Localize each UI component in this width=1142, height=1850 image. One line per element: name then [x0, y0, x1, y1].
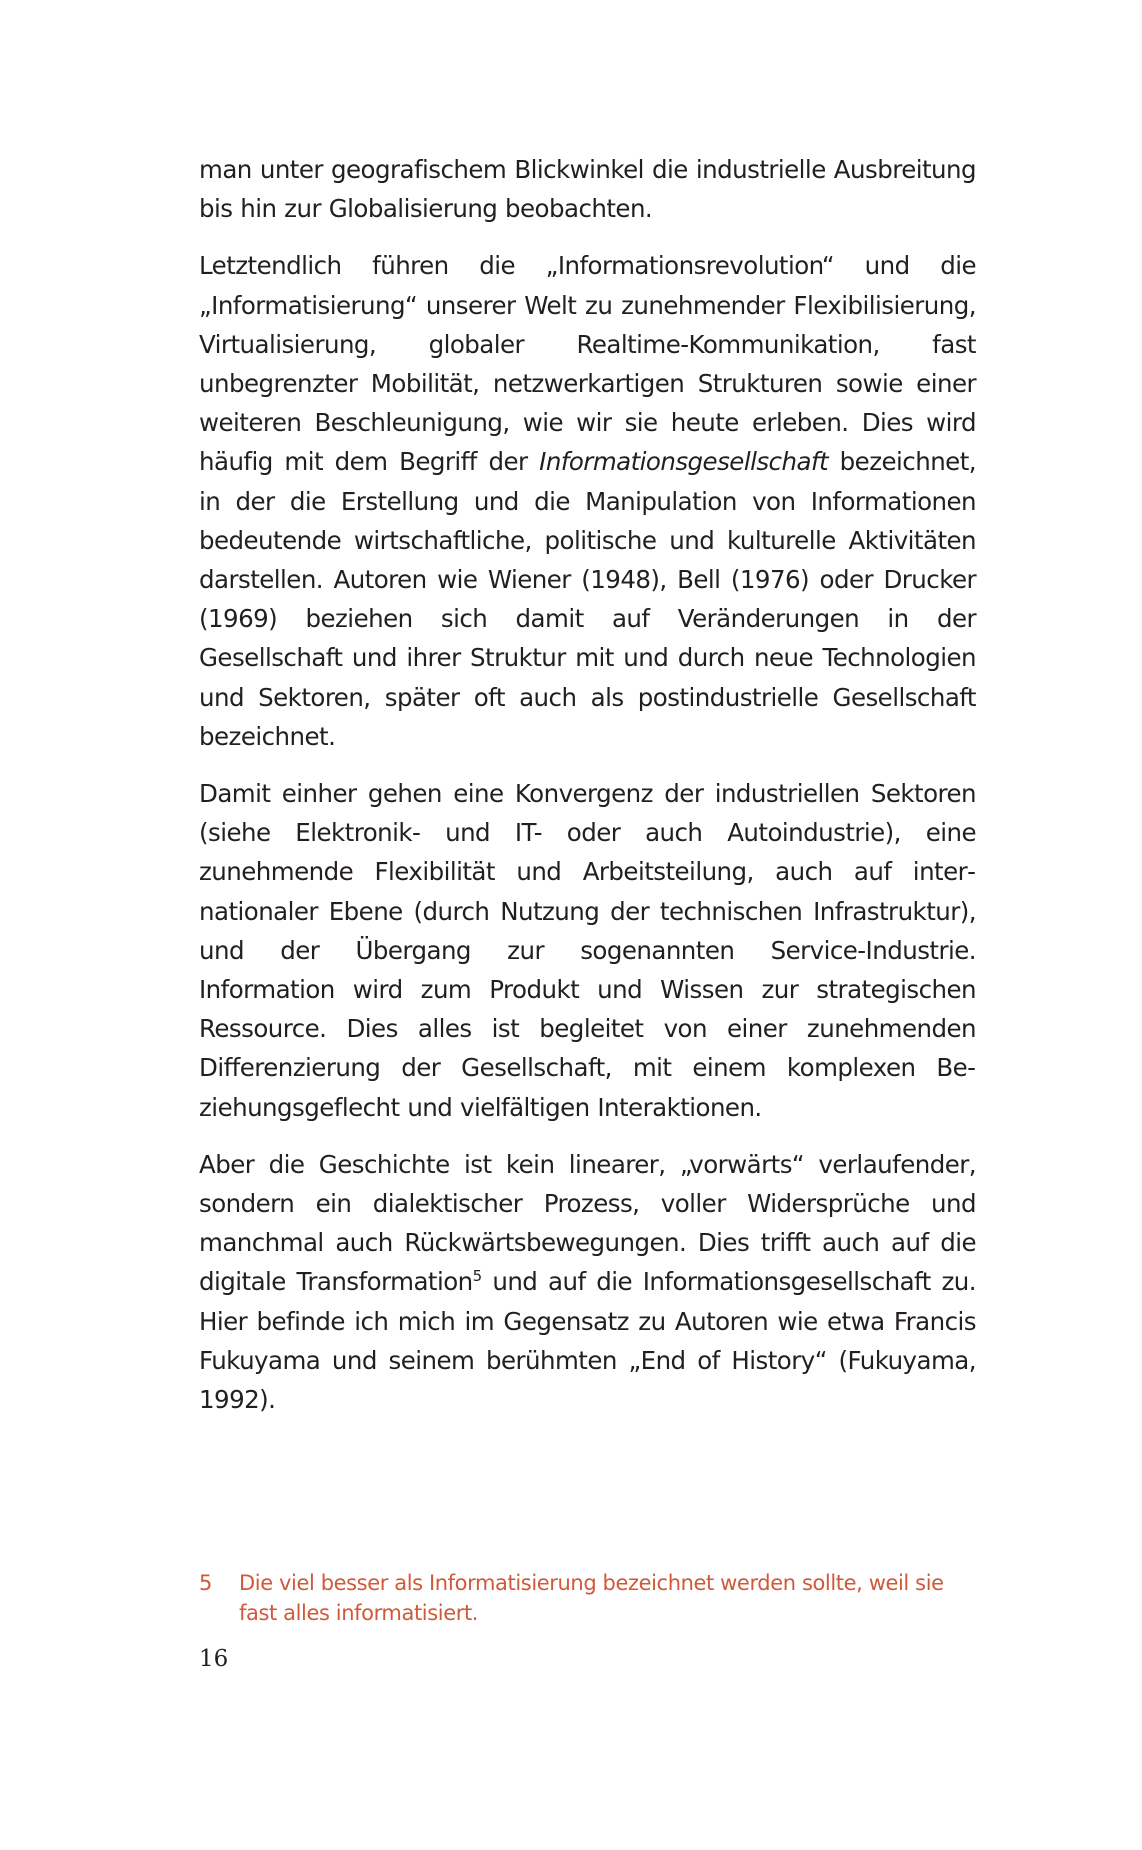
footnote-reference: 5 — [472, 1267, 482, 1286]
page-number: 16 — [199, 1646, 229, 1672]
paragraph-3: Damit einher gehen eine Konvergenz der industriellen Sektoren (siehe Elektronik- und IT- oder auch Autoindustrie), eine zunehmende Flexibilität und Arbeitsteilung, auch auf internationaler Ebene (durch Nutzung der technischen Infrastruktur), und der Übergang zur sogenannten Service-Industrie. Information wird zum Produkt und Wissen zur strategischen Ressource. Dies alles ist begleitet von einer zunehmenden Differenzierung der Gesellschaft, mit einem komplexen Beziehungsgeflecht und vielfältigen Interaktionen. — [199, 779, 976, 1122]
footnote-number: 5 — [199, 1571, 212, 1595]
page-body — [199, 150, 976, 1437]
paragraph-4-start: Aber die Geschichte ist kein linearer, „vorwärts“ verlaufender, sondern ein dialektischer Prozess, voller Widersprüche und manchmal auch Rückwärtsbewegungen. Dies trifft auch auf die digitale Transformation — [199, 1149, 976, 1297]
paragraph-2-end: bezeichnet, in der die Erstellung und die Manipulation von Informationen bedeutende wirtschaftliche, politische und kulturelle Aktivitäten darstellen. Autoren wie Wiener (1948), Bell (1976) oder Drucker (1969) beziehen sich damit auf Veränderungen in der Gesellschaft und ihrer Struktur mit und durch neue Technologien und Sektoren, später oft auch als postindustrielle Gesellschaft bezeichnet. — [199, 447, 976, 751]
footnote-text: Die viel besser als Informatisierung bezeichnet werden sollte, weil sie fast alles informatisiert. — [239, 1571, 944, 1625]
paragraph-4-end: und auf die Informationsgesellschaft zu. Hier befinde ich mich im Gegensatz zu Autoren wie etwa Francis Fukuyama und seinem berühmten „End of History“ (Fukuyama, 1992). — [199, 1267, 976, 1415]
paragraph-2-start: Letztendlich führen die „Informationsrevolution“ und die „Informatisierung“ unserer Welt zu zunehmender Flexibilisierung, Virtualisierung, globaler Realtime-Kommunikation, fast unbegrenzter Mobilität, netzwerkartigen Strukturen sowie einer weiteren Beschleunigung, wie wir sie heute erleben. Dies wird häufig mit dem Begriff der — [199, 251, 976, 477]
term-informationsgesellschaft: Informationsgesellschaft — [539, 447, 829, 477]
footnote — [199, 1568, 976, 1628]
paragraph-4 — [199, 1145, 976, 1419]
paragraph-2 — [199, 246, 976, 756]
paragraph-1: man unter geografischem Blickwinkel die industrielle Ausbreitung bis hin zur Globalisierung beobachten. — [199, 155, 976, 224]
